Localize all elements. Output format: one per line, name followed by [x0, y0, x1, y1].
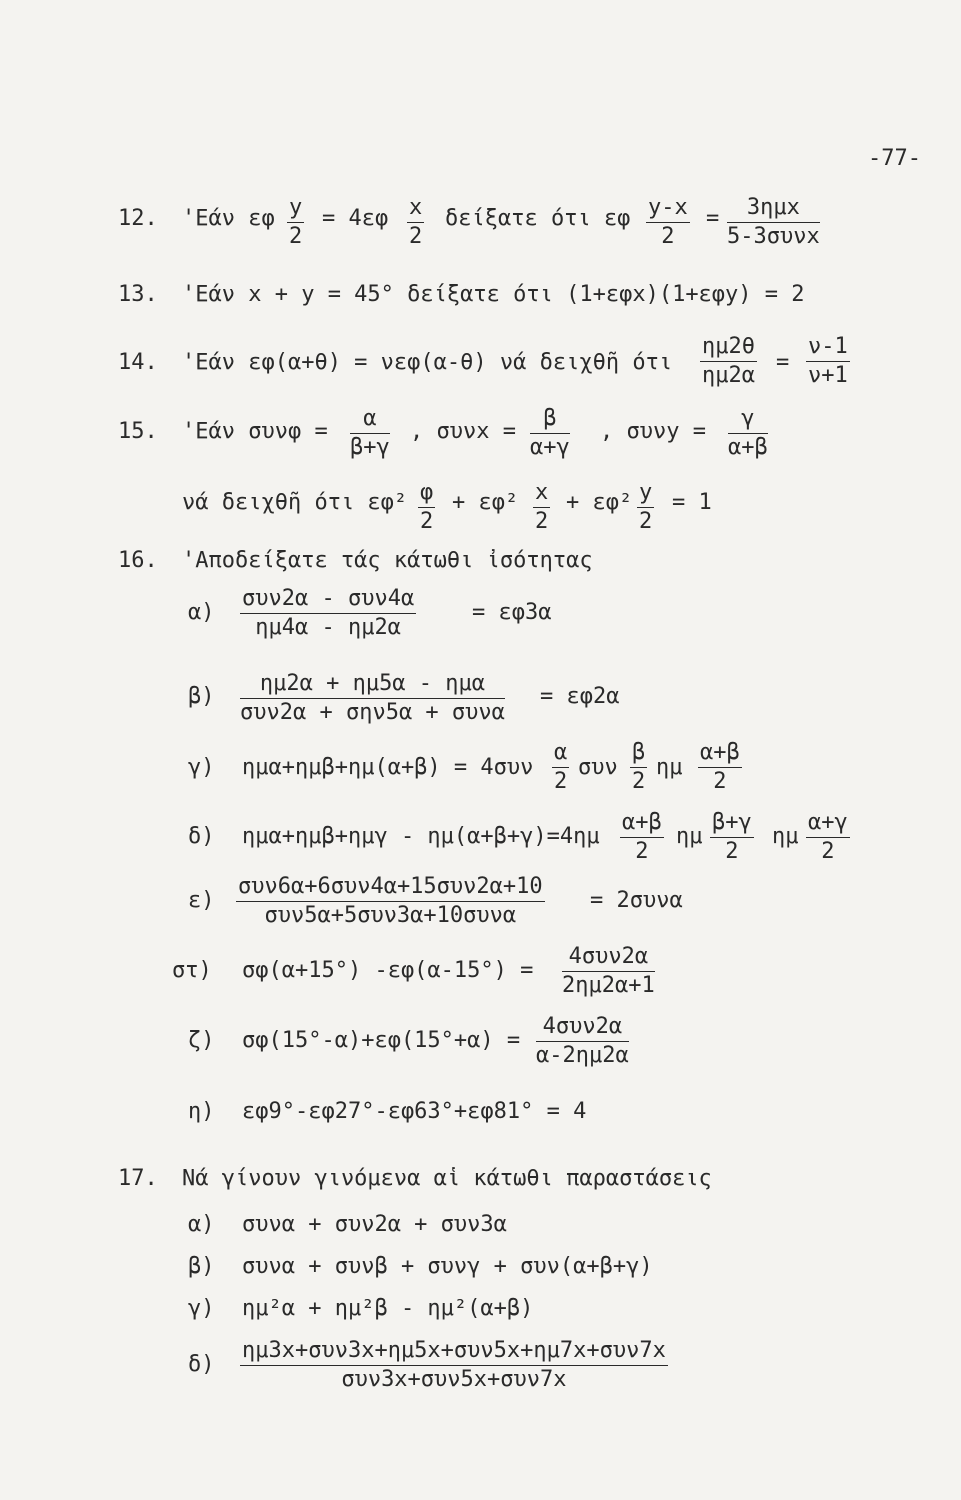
problem-text: 'Εάν x + y = 45° δείξατε ότι (1+εφx)(1+εφy) = 2	[182, 282, 805, 307]
problem-text: = 1	[672, 490, 712, 515]
problem-number: 16.	[118, 548, 158, 573]
fraction: ημ3x+συν3x+ημ5x+συν5x+ημ7x+συν7x συν3x+συν5x+συν7x	[242, 1338, 666, 1392]
fraction: $\frac{x}{2}$	[409, 195, 423, 249]
fraction: συν2α - συν4α ημ4α - ημ2α	[242, 586, 415, 640]
problem-text: , συνx =	[410, 419, 516, 444]
item-label: γ)	[188, 755, 215, 780]
equation-lhs: ημα+ημβ+ημγ - ημ(α+β+γ)=4ημ	[242, 824, 600, 849]
problem-text: = 4εφ	[322, 206, 389, 231]
fraction: $\frac{y}{2}$	[639, 480, 653, 534]
problem-number: 12.	[118, 206, 158, 231]
problem-number: 13.	[118, 282, 158, 307]
problem-text: Νά γίνουν γινόμενα αἱ κάτωθι παραστάσεις	[182, 1166, 712, 1191]
fraction: 4συν2α 2ημ2α+1	[562, 944, 655, 998]
fraction: $\frac{x}{2}$	[535, 480, 549, 534]
problem-number: 14.	[118, 350, 158, 375]
problem-text: 'Εάν εφ	[182, 206, 275, 231]
fraction: συν6α+6συν4α+15συν2α+10 συν5α+5συν3α+10συνα	[238, 874, 543, 928]
fraction: $\frac{\beta+\gamma}{2}$	[712, 810, 752, 864]
fraction: $\frac{\alpha+\beta}{2}$	[622, 810, 662, 864]
fraction: $\frac{\gamma}{\alpha+\beta}$	[728, 406, 768, 460]
fraction: $\frac{\eta\mu 2\theta}{\eta\mu 2\alpha}$	[702, 334, 755, 388]
fraction: $\frac{\alpha}{\beta+\gamma}$	[350, 406, 390, 460]
item-label: η)	[188, 1099, 215, 1124]
fraction: 4συν2α α-2ημ2α	[536, 1014, 629, 1068]
problem-text: , συνy =	[600, 419, 706, 444]
equation-rhs: = εφ3α	[472, 600, 552, 625]
problem-text: 'Εάν εφ(α+θ) = νεφ(α-θ) νά δειχθῆ ότι	[182, 350, 673, 375]
equation-text: εφ9°-εφ27°-εφ63°+εφ81° = 4	[242, 1099, 587, 1124]
fraction: $\frac{y}{2}$	[289, 195, 303, 249]
problem-number: 17.	[118, 1166, 158, 1191]
equation-lhs: σφ(15°-α)+εφ(15°+α) =	[242, 1028, 521, 1053]
equation-text: ημ	[772, 824, 799, 849]
equation-rhs: = 2συνα	[590, 888, 683, 913]
item-label: ε)	[188, 888, 215, 913]
problem-text: δείξατε ότι εφ	[445, 206, 631, 231]
equation-text: ημ	[676, 824, 703, 849]
equals-sign: =	[776, 350, 790, 375]
item-label: ζ)	[188, 1028, 215, 1053]
fraction: $\frac{y-x}{2}$	[648, 195, 688, 249]
item-label: γ)	[188, 1296, 215, 1321]
fraction: $\frac{\alpha+\beta}{2}$	[700, 740, 740, 794]
fraction: $\frac{\alpha+\gamma}{2}$	[808, 810, 848, 864]
equation-text: ημ	[656, 755, 683, 780]
expression: συνα + συνβ + συνγ + συν(α+β+γ)	[242, 1254, 653, 1279]
problem-text: 'Εάν συνφ =	[182, 419, 328, 444]
problem-text: + εφ²	[566, 490, 633, 515]
item-label: β)	[188, 684, 215, 709]
equation-rhs: = εφ2α	[540, 684, 620, 709]
fraction: $\frac{\beta}{2}$	[632, 740, 646, 794]
problem-number: 15.	[118, 419, 158, 444]
expression: ημ²α + ημ²β - ημ²(α+β)	[242, 1296, 534, 1321]
fraction: 3ημx 5-3συνx	[727, 195, 820, 249]
problem-text: + εφ²	[452, 490, 519, 515]
item-label: β)	[188, 1254, 215, 1279]
item-label: α)	[188, 1212, 215, 1237]
fraction: $\frac{\varphi}{2}$	[420, 480, 434, 534]
item-label: δ)	[188, 1352, 215, 1377]
fraction: $\frac{\beta}{\alpha+\gamma}$	[530, 406, 570, 460]
fraction: $\frac{\nu-1}{\nu+1}$	[808, 334, 848, 388]
item-label: στ)	[172, 958, 212, 983]
equation-lhs: σφ(α+15°) -εφ(α-15°) =	[242, 958, 534, 983]
item-label: α)	[188, 600, 215, 625]
expression: συνα + συν2α + συν3α	[242, 1212, 507, 1237]
equation-lhs: ημα+ημβ+ημ(α+β) = 4συν	[242, 755, 534, 780]
fraction: $\frac{\alpha}{2}$	[554, 740, 568, 794]
fraction: ημ2α + ημ5α - ημα συν2α + σην5α + συνα	[240, 671, 505, 725]
equation-text: συν	[578, 755, 618, 780]
problem-text: νά δειχθῆ ότι εφ²	[182, 490, 408, 515]
page-number: -77-	[868, 146, 921, 171]
problem-text: 'Αποδείξατε τάς κάτωθι ἰσότητας	[182, 548, 593, 573]
equals-sign: =	[706, 206, 720, 231]
item-label: δ)	[188, 824, 215, 849]
